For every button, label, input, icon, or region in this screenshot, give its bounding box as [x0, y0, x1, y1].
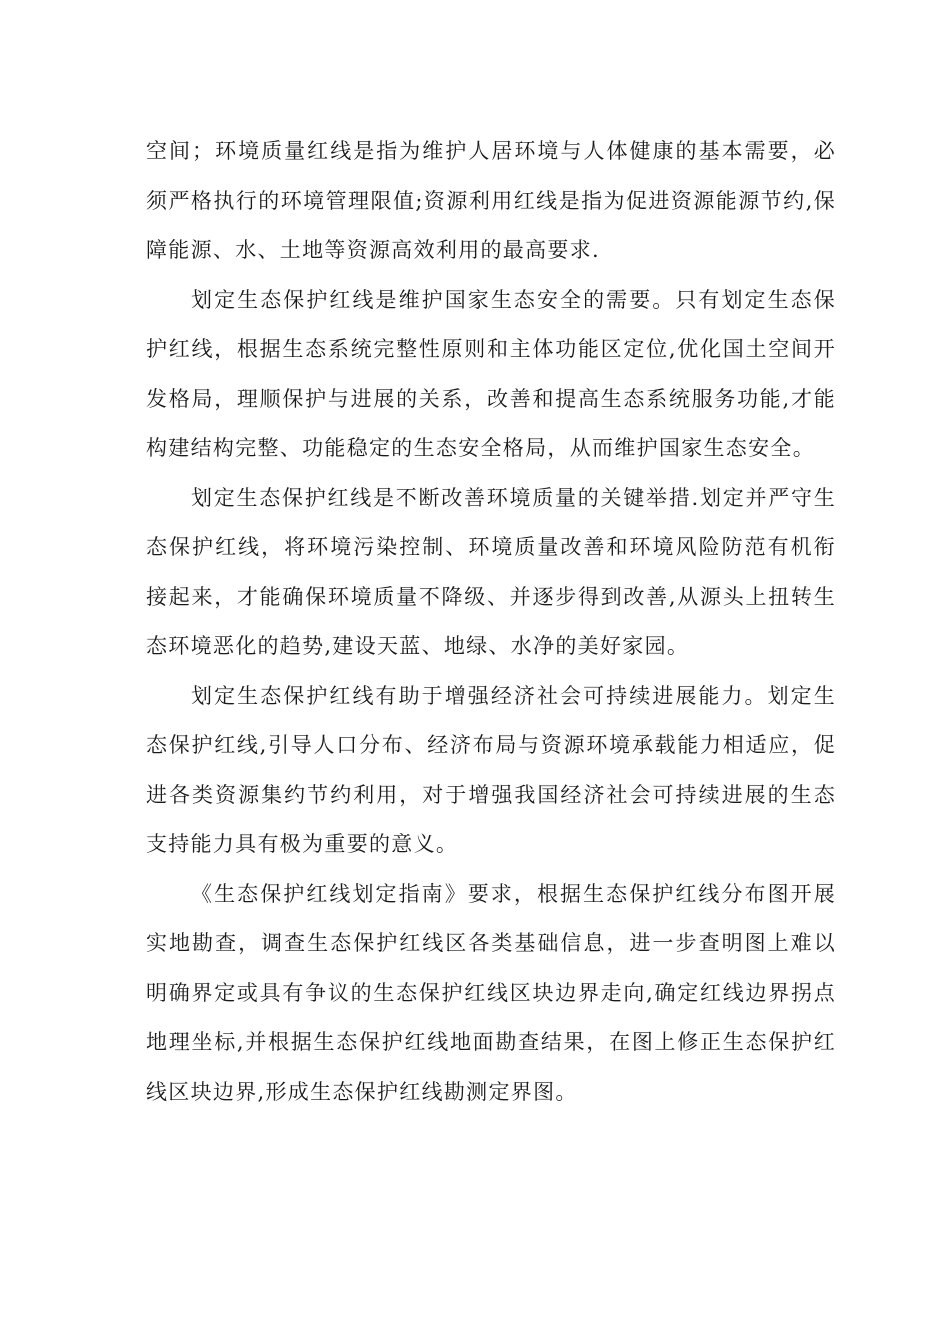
paragraph-ecological-security: 划定生态保护红线是维护国家生态安全的需要。只有划定生态保护红线，根据生态系统完整性原则和主体功能区定位,优化国土空间开发格局，理顺保护与进展的关系，改善和提高生态系统服务功能,才能构建结构完整、功能稳定的生态安全格局，从而维护国家生态安全。 — [146, 287, 836, 460]
paragraph-continuation: 空间；环境质量红线是指为维护人居环境与人体健康的基本需要，必须严格执行的环境管理限值;资源利用红线是指为促进资源能源节约,保障能源、水、土地等资源高效利用的最高要求. — [146, 139, 836, 262]
paragraph-environment-quality: 划定生态保护红线是不断改善环境质量的关键举措.划定并严守生态保护红线，将环境污染控制、环境质量改善和环境风险防范有机衔接起来，才能确保环境质量不降级、并逐步得到改善,从源头上扭转生态环境恶化的趋势,建设天蓝、地绿、水净的美好家园。 — [146, 485, 836, 658]
paragraph-delineation-guide: 《生态保护红线划定指南》要求，根据生态保护红线分布图开展实地勘查，调查生态保护红线区各类基础信息，进一步查明图上难以明确界定或具有争议的生态保护红线区块边界走向,确定红线边界拐点地理坐标,并根据生态保护红线地面勘查结果，在图上修正生态保护红线区块边界,形成生态保护红线勘测定界图。 — [146, 881, 836, 1104]
document-body — [146, 127, 836, 1117]
paragraph-sustainable-development: 划定生态保护红线有助于增强经济社会可持续进展能力。划定生态保护红线,引导人口分布、经济布局与资源环境承载能力相适应，促进各类资源集约节约利用，对于增强我国经济社会可持续进展的生态支持能力具有极为重要的意义。 — [146, 683, 836, 856]
